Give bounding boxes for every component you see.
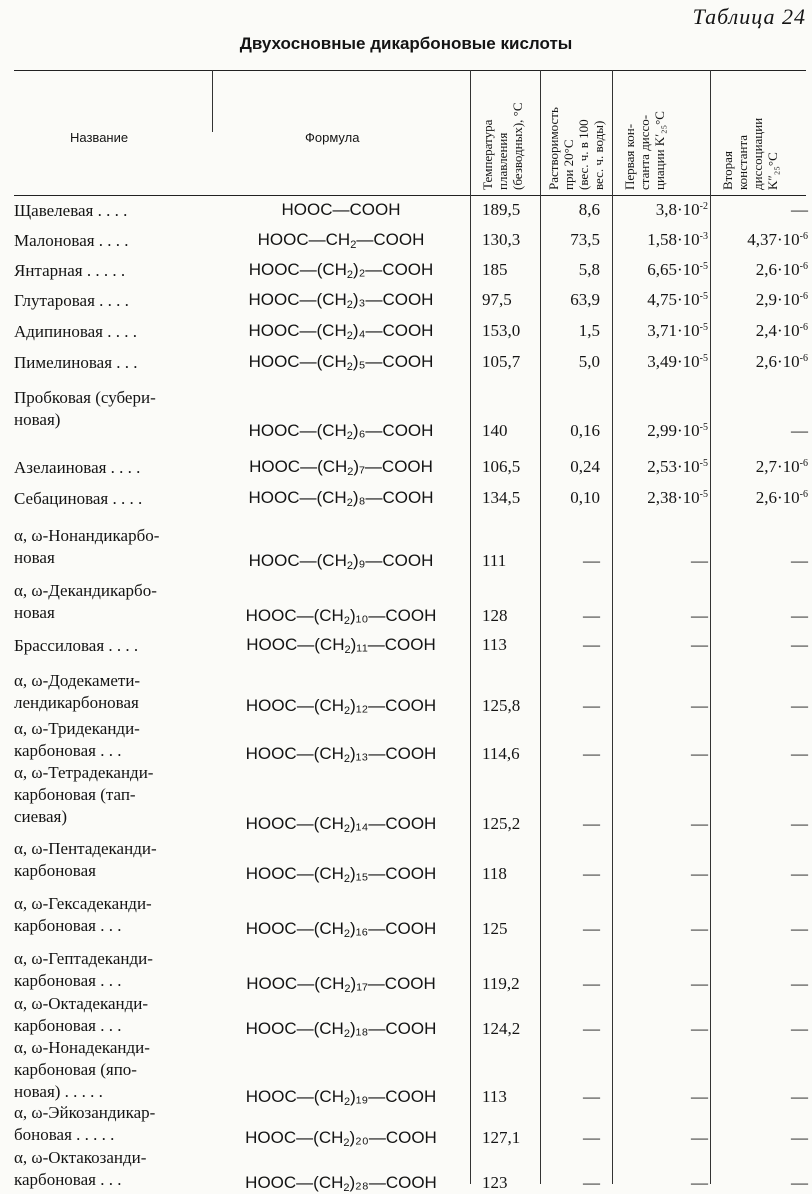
acid-formula: $HOOC—(CH_2)_8—COOH$ xyxy=(248,488,434,509)
solubility: — xyxy=(583,814,600,833)
acid-name: α, ω-Нонадеканди- карбоновая (япо- новая) . . . . . xyxy=(14,1038,150,1101)
acid-name: Азелаиновая . . . . xyxy=(14,458,141,477)
melting-point: 140 xyxy=(482,421,508,440)
melting-point: 111 xyxy=(482,551,507,570)
acid-name: Брассиловая . . . . xyxy=(14,636,139,655)
solubility: — xyxy=(583,551,600,570)
first-dissociation-constant: — xyxy=(691,1087,708,1106)
solubility: 5,8 xyxy=(578,260,600,279)
second-dissociation-constant: $2,4\cdot 10^{-6}$ xyxy=(755,321,808,340)
melting-point: 113 xyxy=(482,1087,507,1106)
first-dissociation-constant: — xyxy=(691,696,708,715)
melting-point: 125,8 xyxy=(482,696,521,715)
solubility: — xyxy=(583,1173,600,1192)
header-rule xyxy=(14,195,806,196)
acid-name: Себациновая . . . . xyxy=(14,489,143,508)
header-k1: Первая кон- станта диссо- циации K′₂₅°C xyxy=(622,111,667,190)
solubility: 0,24 xyxy=(570,457,600,476)
solubility: — xyxy=(583,1019,600,1038)
first-dissociation-constant: — xyxy=(691,919,708,938)
first-dissociation-constant: — xyxy=(691,1173,708,1192)
second-dissociation-constant: — xyxy=(791,1019,808,1038)
first-dissociation-constant: $1,58\cdot 10^{-3}$ xyxy=(647,230,708,249)
melting-point: 97,5 xyxy=(482,290,512,309)
melting-point: 125 xyxy=(482,919,508,938)
second-dissociation-constant: — xyxy=(791,814,808,833)
first-dissociation-constant: — xyxy=(691,606,708,625)
first-dissociation-constant: — xyxy=(691,744,708,763)
solubility: — xyxy=(583,919,600,938)
second-dissociation-constant: — xyxy=(791,974,808,993)
melting-point: 130,3 xyxy=(482,230,521,249)
melting-point: 125,2 xyxy=(482,814,521,833)
first-dissociation-constant: $3,71\cdot 10^{-5}$ xyxy=(647,321,708,340)
solubility: — xyxy=(583,864,600,883)
melting-point: 113 xyxy=(482,635,507,654)
second-dissociation-constant: — xyxy=(791,421,808,440)
acid-formula: $HOOC—(CH_2)_4—COOH$ xyxy=(248,321,434,342)
melting-point: 127,1 xyxy=(482,1128,521,1147)
second-dissociation-constant: — xyxy=(791,606,808,625)
melting-point: 134,5 xyxy=(482,488,521,507)
first-dissociation-constant: $6,65\cdot 10^{-5}$ xyxy=(647,260,708,279)
first-dissociation-constant: $2,53\cdot 10^{-5}$ xyxy=(647,457,708,476)
acid-formula: $HOOC—(CH_2)_{10}—COOH$ xyxy=(245,606,437,627)
acid-name: α, ω-Октадеканди- карбоновая . . . xyxy=(14,994,148,1035)
melting-point: 118 xyxy=(482,864,507,883)
second-dissociation-constant: — xyxy=(791,635,808,654)
acid-formula: $HOOC—(CH_2)_{19}—COOH$ xyxy=(245,1087,437,1108)
acid-formula: $HOOC—(CH_2)_{28}—COOH$ xyxy=(245,1173,437,1194)
second-dissociation-constant: — xyxy=(791,919,808,938)
first-dissociation-constant: — xyxy=(691,864,708,883)
second-dissociation-constant: — xyxy=(791,864,808,883)
first-dissociation-constant: — xyxy=(691,635,708,654)
solubility: 8,6 xyxy=(578,200,600,219)
melting-point: 128 xyxy=(482,606,508,625)
column-divider xyxy=(710,70,711,1184)
acid-formula: $HOOC—(CH_2)_{18}—COOH$ xyxy=(245,1019,437,1040)
solubility: 63,9 xyxy=(570,290,600,309)
acid-name: Малоновая . . . . xyxy=(14,231,129,250)
acid-formula: HOOC—COOH xyxy=(281,200,401,219)
solubility: — xyxy=(583,696,600,715)
column-divider xyxy=(470,70,471,1184)
acid-name: Щавелевая . . . . xyxy=(14,201,128,220)
first-dissociation-constant: — xyxy=(691,551,708,570)
solubility: — xyxy=(583,1087,600,1106)
first-dissociation-constant: — xyxy=(691,974,708,993)
second-dissociation-constant: $2,6\cdot 10^{-6}$ xyxy=(755,352,808,371)
melting-point: 105,7 xyxy=(482,352,521,371)
header-k2: Вторая константа диссоциации K″₂₅°C xyxy=(720,117,780,190)
melting-point: 124,2 xyxy=(482,1019,521,1038)
acid-name: α, ω-Тетрадеканди- карбоновая (тап- сиевая) xyxy=(14,763,154,826)
second-dissociation-constant: — xyxy=(791,1173,808,1192)
solubility: — xyxy=(583,974,600,993)
first-dissociation-constant: — xyxy=(691,814,708,833)
acid-name: Адипиновая . . . . xyxy=(14,322,137,341)
acid-formula: $HOOC—(CH_2)_{13}—COOH$ xyxy=(245,744,437,765)
acid-formula: $HOOC—(CH_2)_5—COOH$ xyxy=(248,352,434,373)
acid-formula: $HOOC—(CH_2)_{14}—COOH$ xyxy=(245,814,437,835)
acid-name: Глутаровая . . . . xyxy=(14,291,129,310)
acid-name: Пробковая (субери- новая) xyxy=(14,388,156,429)
melting-point: 123 xyxy=(482,1173,508,1192)
acid-formula: $HOOC—(CH_2)_3—COOH$ xyxy=(248,290,434,311)
solubility: — xyxy=(583,1128,600,1147)
header-formula: Формула xyxy=(305,130,360,145)
first-dissociation-constant: — xyxy=(691,1019,708,1038)
acid-name: α, ω-Гептадеканди- карбоновая . . . xyxy=(14,949,153,990)
second-dissociation-constant: $2,9\cdot 10^{-6}$ xyxy=(755,290,808,309)
melting-point: 119,2 xyxy=(482,974,520,993)
second-dissociation-constant: $2,6\cdot 10^{-6}$ xyxy=(755,488,808,507)
second-dissociation-constant: — xyxy=(791,551,808,570)
solubility: — xyxy=(583,635,600,654)
first-dissociation-constant: $4,75\cdot 10^{-5}$ xyxy=(647,290,708,309)
acid-formula: $HOOC—(CH_2)_{20}—COOH$ xyxy=(245,1128,437,1149)
acid-formula: $HOOC—(CH_2)_2—COOH$ xyxy=(248,260,434,281)
acid-name: α, ω-Декандикарбо- новая xyxy=(14,581,157,622)
acid-formula: $HOOC—(CH_2)_{11}—COOH$ xyxy=(246,635,436,656)
melting-point: 114,6 xyxy=(482,744,520,763)
first-dissociation-constant: $2,38\cdot 10^{-5}$ xyxy=(647,488,708,507)
solubility: 1,5 xyxy=(578,321,600,340)
first-dissociation-constant: $2,99\cdot 10^{-5}$ xyxy=(647,421,708,440)
second-dissociation-constant: — xyxy=(791,744,808,763)
acid-formula: $HOOC—(CH_2)_{17}—COOH$ xyxy=(246,974,436,995)
acid-name: Пимелиновая . . . xyxy=(14,353,138,372)
first-dissociation-constant: — xyxy=(691,1128,708,1147)
acid-formula: $HOOC—(CH_2)_{12}—COOH$ xyxy=(245,696,437,717)
acid-formula: $HOOC—CH_2—COOH$ xyxy=(257,230,425,251)
second-dissociation-constant: $2,7\cdot 10^{-6}$ xyxy=(755,457,808,476)
melting-point: 185 xyxy=(482,260,508,279)
second-dissociation-constant: $2,6\cdot 10^{-6}$ xyxy=(755,260,808,279)
header-name: Название xyxy=(70,130,129,145)
acid-name: α, ω-Тридеканди- карбоновая . . . xyxy=(14,719,140,760)
first-dissociation-constant: $3,49\cdot 10^{-5}$ xyxy=(647,352,708,371)
header-solubility: Растворимость при 20°C (вес. ч. в 100 вес. ч. воды) xyxy=(546,107,606,190)
acid-formula: $HOOC—(CH_2)_7—COOH$ xyxy=(249,457,433,478)
acid-formula: $HOOC—(CH_2)_{16}—COOH$ xyxy=(245,919,437,940)
acid-name: α, ω-Пентадеканди- карбоновая xyxy=(14,839,157,880)
acid-name: Янтарная . . . . . xyxy=(14,261,126,280)
solubility: — xyxy=(583,606,600,625)
second-dissociation-constant: — xyxy=(791,200,808,219)
second-dissociation-constant: — xyxy=(791,1128,808,1147)
acid-name: α, ω-Нонандикарбо- новая xyxy=(14,526,160,567)
melting-point: 106,5 xyxy=(482,457,521,476)
table-title: Двухосновные дикарбоновые кислоты xyxy=(239,34,573,53)
header-melting: Температура плавления (безводных), °C xyxy=(480,102,525,190)
second-dissociation-constant: — xyxy=(791,696,808,715)
top-rule xyxy=(14,70,806,71)
solubility: — xyxy=(583,744,600,763)
melting-point: 153,0 xyxy=(482,321,521,340)
table-number: Таблица 24 xyxy=(692,4,806,29)
solubility: 73,5 xyxy=(570,230,600,249)
melting-point: 189,5 xyxy=(482,200,521,219)
acid-formula: $HOOC—(CH_2)_6—COOH$ xyxy=(248,421,434,442)
acid-formula: $HOOC—(CH_2)_{15}—COOH$ xyxy=(245,864,437,885)
second-dissociation-constant: — xyxy=(791,1087,808,1106)
acid-name: α, ω-Додекамети- лендикарбоновая xyxy=(14,671,141,712)
acid-name: α, ω-Октакозанди- карбоновая . . . xyxy=(14,1148,147,1189)
second-dissociation-constant: $4,37\cdot 10^{-6}$ xyxy=(747,230,808,249)
column-divider xyxy=(212,70,213,132)
acid-formula: $HOOC—(CH_2)_9—COOH$ xyxy=(248,551,434,572)
first-dissociation-constant: $3,8\cdot 10^{-2}$ xyxy=(655,200,708,219)
acid-name: α, ω-Эйкозандикар- боновая . . . . . xyxy=(14,1103,156,1144)
solubility: 5,0 xyxy=(578,352,600,371)
solubility: 0,10 xyxy=(570,488,600,507)
solubility: 0,16 xyxy=(570,421,600,440)
acid-name: α, ω-Гексадеканди- карбоновая . . . xyxy=(14,894,152,935)
